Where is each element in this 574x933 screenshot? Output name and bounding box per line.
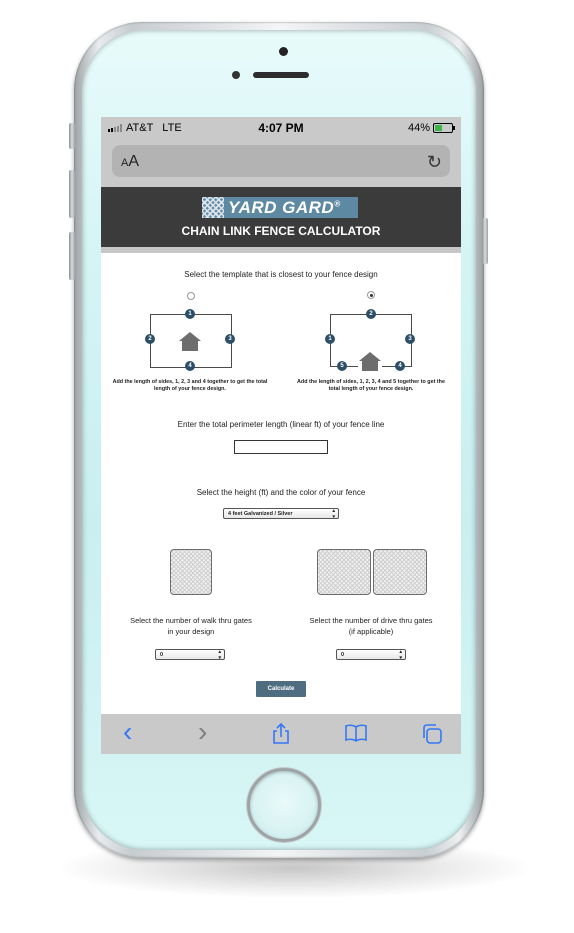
side-1-badge: 1 — [185, 309, 195, 319]
phone-screen — [101, 117, 461, 754]
earpiece-speaker — [253, 72, 309, 78]
select-arrows-icon: ▴ ▾ — [399, 649, 402, 661]
battery-percent: 44% — [407, 122, 430, 134]
front-sensor — [279, 47, 288, 56]
side-3-badge: 3 — [225, 334, 235, 344]
drive-gate-left-panel-image — [317, 549, 371, 595]
battery-icon — [433, 123, 453, 133]
perimeter-prompt: Enter the total perimeter length (linear ft) of your fence line — [177, 420, 385, 429]
page-title: CHAIN LINK FENCE CALCULATOR — [181, 224, 381, 238]
mute-switch — [69, 123, 75, 149]
side-2-badge: 2 — [366, 309, 376, 319]
template-1-caption: Add the length of sides, 1, 2, 3 and 4 together to get the total length of your fence design. — [112, 379, 268, 393]
calculate-button[interactable]: Calculate — [256, 681, 306, 697]
template-prompt: Select the template that is closest to your fence design — [184, 270, 378, 279]
drive-gates-select[interactable] — [336, 649, 406, 660]
walk-gate-image — [170, 549, 212, 595]
battery-info — [408, 122, 453, 134]
side-1-badge: 1 — [325, 334, 335, 344]
template-2-radio[interactable] — [367, 291, 375, 299]
status-bar — [101, 117, 461, 139]
walk-gates-value: 0 — [160, 652, 164, 658]
volume-down-button — [69, 232, 75, 280]
chain-link-logo-icon — [202, 197, 224, 218]
site-header — [101, 187, 461, 253]
text-size-button[interactable]: AA — [121, 153, 140, 170]
forward-icon[interactable]: › — [198, 716, 208, 747]
network-type: LTE — [162, 122, 182, 134]
reload-icon[interactable]: ↻ — [426, 152, 442, 172]
drive-gates-value: 0 — [341, 652, 345, 658]
height-color-value: 4 feet Galvanized / Silver — [228, 511, 293, 517]
power-button — [482, 218, 488, 264]
carrier-name: AT&T — [126, 122, 154, 134]
template-1-radio[interactable] — [187, 292, 195, 300]
perimeter-input[interactable] — [234, 440, 328, 454]
browser-chrome — [101, 139, 461, 187]
side-4-badge: 4 — [185, 361, 195, 371]
browser-toolbar — [101, 714, 461, 754]
house-icon — [179, 332, 201, 351]
walk-gates-select[interactable] — [155, 649, 225, 660]
height-color-select[interactable] — [223, 508, 339, 519]
share-icon[interactable] — [271, 723, 291, 751]
template-2-caption: Add the length of sides, 1, 2, 3, 4 and 5 together to get the total length of your fence design. — [297, 379, 445, 393]
status-time: 4:07 PM — [258, 121, 304, 135]
select-arrows-icon: ▴ ▾ — [218, 649, 221, 661]
side-3-badge: 3 — [405, 334, 415, 344]
front-camera — [232, 71, 240, 79]
walk-gates-label: Select the number of walk thru gates in your design — [130, 616, 252, 637]
tabs-icon[interactable] — [420, 723, 444, 751]
yard-gard-logo — [202, 197, 358, 218]
side-2-badge: 2 — [145, 334, 155, 344]
side-4-badge: 4 — [395, 361, 405, 371]
bookmarks-icon[interactable] — [344, 723, 368, 749]
home-button[interactable] — [247, 768, 321, 842]
volume-up-button — [69, 170, 75, 218]
drive-gates-label: Select the number of drive thru gates (if applicable) — [309, 616, 433, 637]
side-5-badge: 5 — [337, 361, 347, 371]
logo-text: YARD GARD® — [228, 197, 341, 217]
house-icon — [359, 352, 381, 371]
back-icon[interactable]: ‹ — [123, 716, 133, 747]
select-arrows-icon: ▴ ▾ — [332, 508, 335, 520]
height-color-prompt: Select the height (ft) and the color of your fence — [196, 488, 366, 497]
drive-gate-right-panel-image — [373, 549, 427, 595]
address-bar[interactable] — [112, 145, 450, 177]
